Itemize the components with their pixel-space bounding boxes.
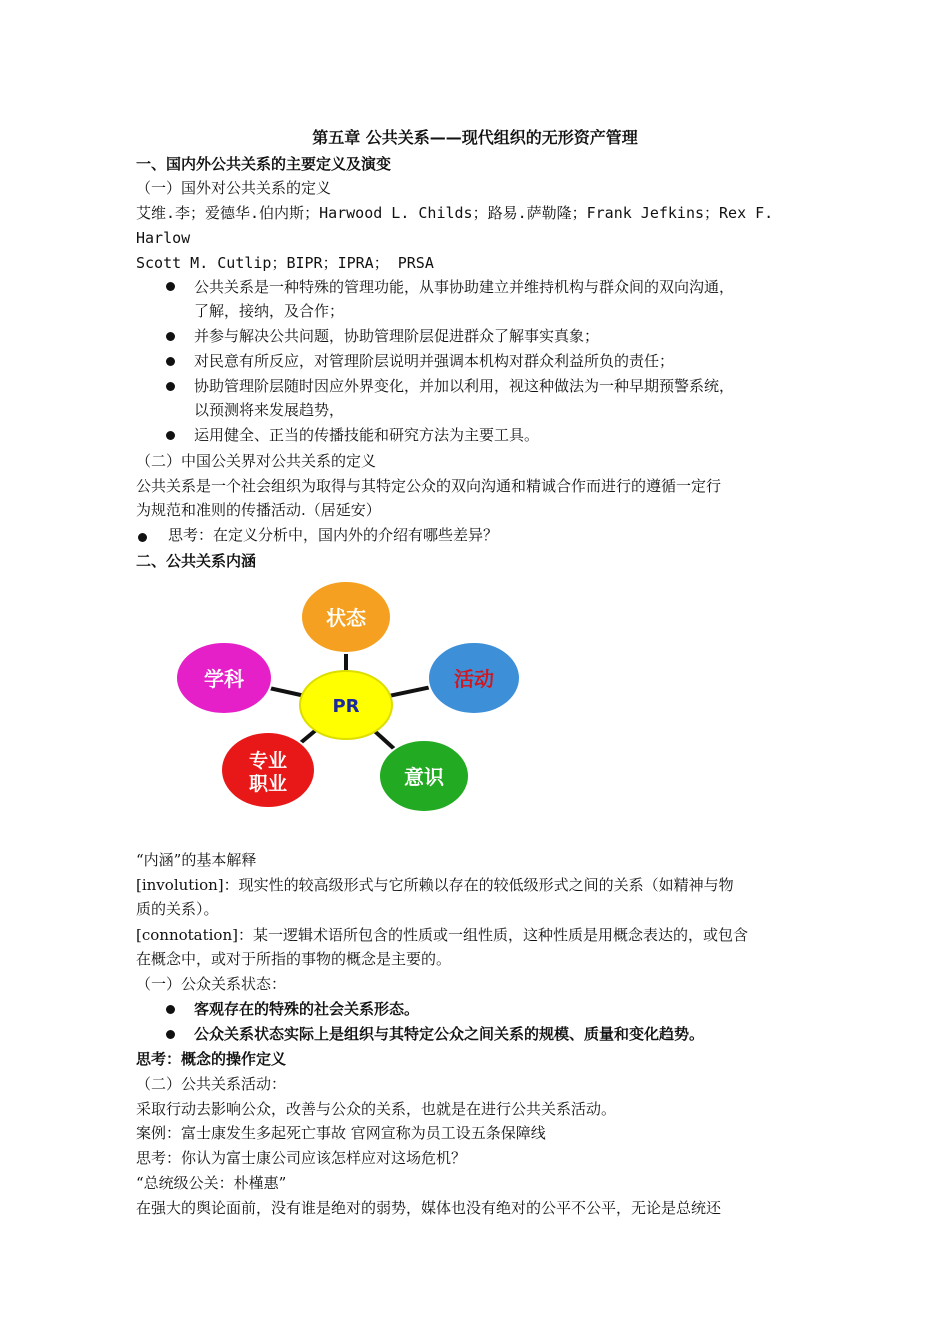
bullet-icon	[166, 1000, 175, 1018]
involution-line-1: [involution]：现实性的较高级形式与它所赖以存在的较低级形式之间的关系（如精神与物	[136, 876, 734, 894]
bullet-icon	[166, 1025, 175, 1043]
bullet-text-2: 并参与解决公共问题，协助管理阶层促进群众了解事实真象；	[194, 327, 600, 345]
node-discipline	[176, 642, 272, 714]
bullet-icon	[166, 352, 175, 370]
bullet-text-1: 公共关系是一种特殊的管理功能，从事协助建立并维持机构与群众间的双向沟通，	[194, 278, 735, 296]
node-state	[301, 581, 391, 653]
pr-concept-diagram	[160, 580, 540, 825]
subsection-heading-2-2: （二）公共关系活动：	[136, 1075, 287, 1093]
subsection-heading-1-1: （一）国外对公共关系的定义	[136, 179, 332, 197]
node-activity	[428, 642, 520, 714]
bold-bullet-1: 客观存在的特殊的社会关系形态。	[194, 1000, 420, 1018]
node-awareness	[379, 740, 469, 812]
case-text: 案例：富士康发生多起死亡事故 官网宣称为员工设五条保障线	[136, 1124, 546, 1142]
bullet-icon	[166, 277, 175, 295]
node-label: 学科	[204, 667, 244, 691]
last-paragraph-line: 在强大的舆论面前，没有谁是绝对的弱势，媒体也没有绝对的公平不公平，无论是总统还	[136, 1199, 722, 1217]
bold-bullet-2: 公众关系状态实际上是组织与其特定公众之间关系的规模、质量和变化趋势。	[194, 1025, 705, 1043]
bullet-text-4-cont: 以预测将来发展趋势，	[194, 401, 345, 419]
involution-line-2: 质的关系）。	[136, 900, 219, 918]
think-definition: 思考：概念的操作定义	[136, 1050, 287, 1068]
bullet-text-3: 对民意有所反应，对管理阶层说明并强调本机构对群众利益所负的责任；	[194, 352, 675, 370]
bullet-icon	[166, 426, 175, 444]
think-question-1: 思考：在定义分析中，国内外的介绍有哪些差异？	[168, 526, 499, 544]
bullet-icon	[138, 527, 147, 546]
names-line-2: Harlow	[136, 229, 191, 247]
names-line-3: Scott M. Cutlip；BIPR；IPRA； PRSA	[136, 254, 434, 272]
names-line-1: 艾维.李；爱德华.伯内斯；Harwood L. Childs；路易.萨勒隆；Frank Jefkins；Rex F.	[136, 204, 774, 222]
bullet-icon	[166, 377, 175, 395]
bullet-text-5: 运用健全、正当的传播技能和研究方法为主要工具。	[194, 426, 540, 444]
think-question-2: 思考：你认为富士康公司应该怎样应对这场危机？	[136, 1149, 467, 1167]
node-label: 专业	[248, 750, 288, 772]
section-heading-1: 一、国内外公共关系的主要定义及演变	[136, 155, 392, 173]
bullet-icon	[166, 327, 175, 345]
definition-line-1: 公共关系是一个社会组织为取得与其特定公众的双向沟通和精诚合作而进行的遵循一定行	[136, 477, 722, 495]
node-label: 意识	[404, 765, 444, 789]
connotation-line-2: 在概念中，或对于所指的事物的概念是主要的。	[136, 950, 452, 968]
node-profession	[221, 732, 315, 808]
chapter-title: 第五章 公共关系——现代组织的无形资产管理	[312, 128, 638, 147]
quote-heading: “总统级公关：朴槿惠”	[136, 1174, 287, 1192]
node-label: 活动	[454, 667, 494, 691]
section-heading-2: 二、公共关系内涵	[136, 552, 257, 570]
bullet-text-4: 协助管理阶层随时因应外界变化，并加以利用，视这种做法为一种早期预警系统，	[194, 377, 735, 395]
connotation-line-1: [connotation]：某一逻辑术语所包含的性质或一组性质，这种性质是用概念表达的，或包含	[136, 926, 748, 944]
center-label: PR	[332, 696, 360, 717]
subsection-heading-2-1: （一）公众关系状态：	[136, 975, 287, 993]
node-center-pr	[300, 671, 392, 739]
node-label: 状态	[326, 606, 366, 630]
subsection-heading-1-2: （二）中国公关界对公共关系的定义	[136, 452, 377, 470]
bullet-text-1-cont: 了解，接纳，及合作；	[194, 302, 345, 320]
node-label-line2: 职业	[248, 773, 288, 795]
definition-line-2: 为规范和准则的传播活动.（居延安）	[136, 501, 381, 519]
neihan-heading: “内涵”的基本解释	[136, 851, 257, 869]
activity-text: 采取行动去影响公众，改善与公众的关系，也就是在进行公共关系活动。	[136, 1100, 617, 1118]
